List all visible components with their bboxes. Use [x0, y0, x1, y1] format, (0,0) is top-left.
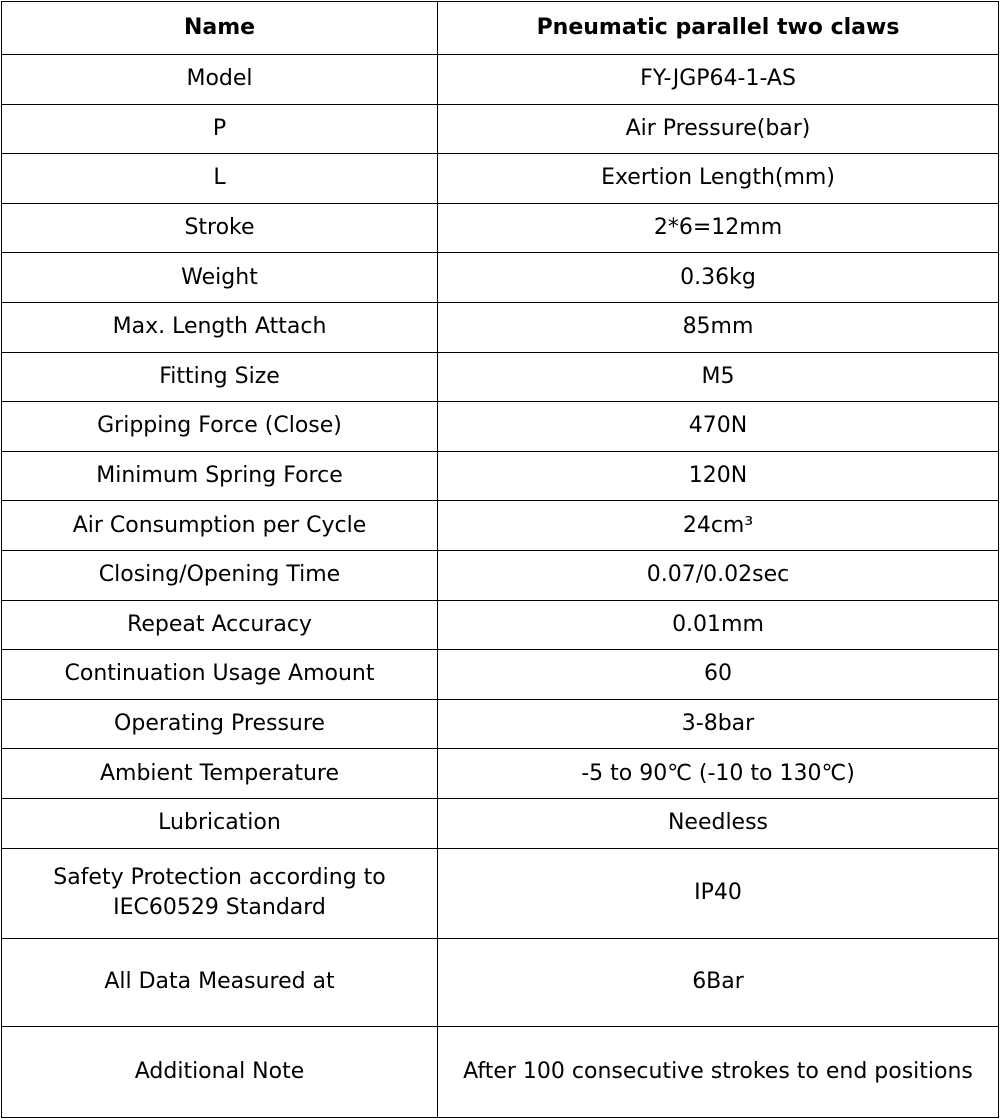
table-row [2, 848, 999, 938]
row-value: Air Pressure(bar) [438, 104, 999, 154]
row-value: 0.07/0.02sec [438, 550, 999, 600]
row-label: Closing/Opening Time [2, 550, 438, 600]
row-value: 0.36kg [438, 253, 999, 303]
row-value: Needless [438, 798, 999, 848]
table-row [2, 352, 999, 402]
row-label: P [2, 104, 438, 154]
row-label: Minimum Spring Force [2, 451, 438, 501]
row-value: 6Bar [438, 938, 999, 1026]
table-row [2, 938, 999, 1026]
row-label: Air Consumption per Cycle [2, 501, 438, 551]
row-label: Model [2, 55, 438, 105]
row-label: Ambient Temperature [2, 749, 438, 799]
row-value: 0.01mm [438, 600, 999, 650]
row-label: Continuation Usage Amount [2, 650, 438, 700]
row-value: After 100 consecutive strokes to end positions [438, 1026, 999, 1117]
table-row [2, 600, 999, 650]
row-label: Additional Note [2, 1026, 438, 1117]
row-label: Max. Length Attach [2, 302, 438, 352]
row-value: 85mm [438, 302, 999, 352]
row-value: M5 [438, 352, 999, 402]
row-value: FY-JGP64-1-AS [438, 55, 999, 105]
row-value: 2*6=12mm [438, 203, 999, 253]
row-label: Safety Protection according to IEC60529 Standard [2, 848, 438, 938]
row-value: 120N [438, 451, 999, 501]
row-label: All Data Measured at [2, 938, 438, 1026]
table-row [2, 749, 999, 799]
row-label: Operating Pressure [2, 699, 438, 749]
row-value: 470N [438, 402, 999, 452]
row-value: -5 to 90℃ (-10 to 130℃) [438, 749, 999, 799]
row-value: 3-8bar [438, 699, 999, 749]
row-label: Fitting Size [2, 352, 438, 402]
table-row [2, 650, 999, 700]
table-row [2, 501, 999, 551]
table-row [2, 154, 999, 204]
table-row [2, 203, 999, 253]
table-row [2, 451, 999, 501]
header-name: Name [2, 2, 438, 55]
row-value: 24cm³ [438, 501, 999, 551]
row-label: Lubrication [2, 798, 438, 848]
table-row [2, 402, 999, 452]
table-row [2, 302, 999, 352]
row-label: Weight [2, 253, 438, 303]
header-value: Pneumatic parallel two claws [438, 2, 999, 55]
row-label: Repeat Accuracy [2, 600, 438, 650]
table-row [2, 104, 999, 154]
row-value: Exertion Length(mm) [438, 154, 999, 204]
table-row [2, 550, 999, 600]
row-label: Stroke [2, 203, 438, 253]
spec-table [1, 1, 999, 1118]
table-row [2, 253, 999, 303]
row-value: 60 [438, 650, 999, 700]
table-row [2, 55, 999, 105]
row-label: L [2, 154, 438, 204]
row-label: Gripping Force (Close) [2, 402, 438, 452]
table-row [2, 699, 999, 749]
table-row [2, 798, 999, 848]
row-value: IP40 [438, 848, 999, 938]
table-header-row [2, 2, 999, 55]
table-row [2, 1026, 999, 1117]
